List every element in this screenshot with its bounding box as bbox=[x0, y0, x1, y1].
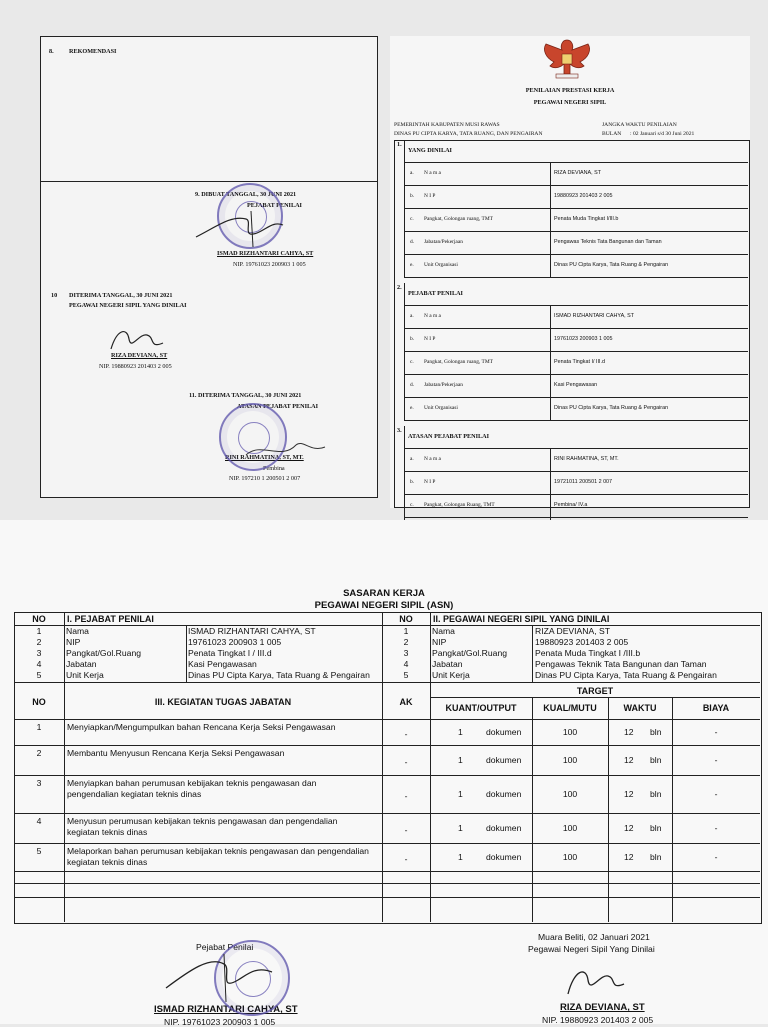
divider bbox=[404, 185, 748, 186]
row-value: 19721011 200501 2 007 bbox=[554, 479, 613, 485]
task-unit: dokumen bbox=[486, 852, 522, 862]
pejabat-penilai-label: PEJABAT PENILAI bbox=[247, 202, 302, 209]
col-biaya: BIAYA bbox=[702, 703, 730, 713]
task-ak: - bbox=[404, 757, 408, 767]
group-title: YANG DINILAI bbox=[408, 147, 452, 154]
atasan-rank: Pembina bbox=[263, 465, 285, 472]
task-description: Menyusun perumusan kebijakan teknis pengawasan dan pengendalian bbox=[67, 816, 338, 826]
task-quantity: 1 bbox=[458, 727, 463, 737]
row-number: 5 bbox=[36, 670, 42, 680]
row-key: d. bbox=[410, 239, 415, 245]
place-date: Muara Beliti, 02 Januari 2021 bbox=[538, 932, 650, 942]
task-ak: - bbox=[404, 729, 408, 739]
task-cost: - bbox=[714, 852, 718, 862]
task-number: 3 bbox=[36, 778, 42, 788]
task-quality: 100 bbox=[562, 789, 578, 799]
col-no: NO bbox=[32, 697, 46, 707]
task-time: 12 bbox=[624, 727, 634, 737]
row-label: Unit Organisasi bbox=[424, 405, 458, 411]
section-number: 10 bbox=[51, 292, 58, 299]
field-value: Dinas PU Cipta Karya, Tata Ruang & Pengairan bbox=[188, 670, 370, 680]
row-key: e. bbox=[410, 262, 414, 268]
periode-value: : 02 Januari s/d 30 Juni 2021 bbox=[630, 131, 695, 137]
row-number: 1 bbox=[36, 626, 42, 636]
task-ak: - bbox=[404, 825, 408, 835]
row-key: b. bbox=[410, 479, 415, 485]
task-number: 5 bbox=[36, 846, 42, 856]
divider bbox=[672, 697, 673, 922]
field-value: RIZA DEVIANA, ST bbox=[535, 626, 610, 636]
row-label: N a m a bbox=[424, 170, 441, 176]
group-number: 3. bbox=[397, 427, 402, 434]
divider bbox=[14, 745, 760, 746]
divider bbox=[186, 626, 187, 682]
row-label: N I P bbox=[424, 336, 436, 342]
row-key: a. bbox=[410, 170, 414, 176]
row-value: RINI RAHMATINA, ST, MT. bbox=[554, 456, 619, 462]
dinilai-nip: NIP. 19880923 201403 2 005 bbox=[99, 363, 172, 370]
row-value: Dinas PU Cipta Karya, Tata Ruang & Pengairan bbox=[554, 405, 669, 411]
col-kuant: KUANT/OUTPUT bbox=[445, 703, 517, 713]
diterima-tanggal-atasan: 11. DITERIMA TANGGAL, 30 JUNI 2021 bbox=[189, 392, 302, 399]
divider bbox=[404, 305, 748, 306]
task-time-unit: bln bbox=[650, 852, 662, 862]
field-value: Pengawas Teknik Tata Bangunan dan Taman bbox=[535, 659, 707, 669]
row-value: Kasi Pengawasan bbox=[554, 382, 598, 388]
sasaran-kerja-page bbox=[0, 520, 768, 1027]
divider bbox=[404, 277, 748, 278]
row-number: 5 bbox=[403, 670, 409, 680]
divider bbox=[14, 871, 760, 872]
row-number: 4 bbox=[403, 659, 409, 669]
section-number: 8. bbox=[49, 48, 54, 55]
divider bbox=[404, 140, 405, 277]
row-label: Pangkat, Golongan ruang, TMT bbox=[424, 359, 493, 365]
task-description: kegiatan teknis dinas bbox=[67, 827, 148, 837]
field-value: 19761023 200903 1 005 bbox=[188, 637, 282, 647]
task-description: pengendalian kegiatan teknis dinas bbox=[67, 789, 202, 799]
bulan-label: BULAN bbox=[602, 131, 622, 137]
row-label: N I P bbox=[424, 479, 436, 485]
row-label: Pangkat, Golongan ruang, TMT bbox=[424, 216, 493, 222]
field-label: Unit Kerja bbox=[432, 670, 470, 680]
task-number: 4 bbox=[36, 816, 42, 826]
task-number: 2 bbox=[36, 748, 42, 758]
task-cost: - bbox=[714, 823, 718, 833]
row-label: N I P bbox=[424, 193, 436, 199]
row-value: 19761023 200903 1 005 bbox=[554, 336, 613, 342]
divider bbox=[41, 181, 377, 182]
field-label: Unit Kerja bbox=[66, 670, 104, 680]
field-value: Dinas PU Cipta Karya, Tata Ruang & Pengairan bbox=[535, 670, 717, 680]
field-label: Nama bbox=[66, 626, 89, 636]
group-number: 1. bbox=[397, 141, 402, 148]
task-unit: dokumen bbox=[486, 727, 522, 737]
field-label: Jabatan bbox=[432, 659, 463, 669]
row-number: 2 bbox=[403, 637, 409, 647]
row-key: a. bbox=[410, 456, 414, 462]
left-signatory-name: ISMAD RIZHANTARI CAHYA, ST bbox=[154, 1004, 298, 1015]
task-time-unit: bln bbox=[650, 727, 662, 737]
row-number: 4 bbox=[36, 659, 42, 669]
row-label: N a m a bbox=[424, 313, 441, 319]
signature-icon bbox=[241, 431, 331, 467]
task-cost: - bbox=[714, 789, 718, 799]
task-quality: 100 bbox=[562, 727, 578, 737]
row-value: Penata Tingkat I/ III.d bbox=[554, 359, 605, 365]
field-label: Pangkat/Gol.Ruang bbox=[66, 648, 142, 658]
signature-icon bbox=[560, 960, 630, 1004]
atasan-nip: NIP. 197210 1 200501 2 007 bbox=[229, 475, 301, 482]
row-key: c. bbox=[410, 216, 414, 222]
divider bbox=[404, 420, 748, 421]
task-number: 1 bbox=[36, 722, 42, 732]
pns-dinilai-label: Pegawai Negeri Sipil Yang Dinilai bbox=[528, 944, 655, 954]
task-time-unit: bln bbox=[650, 823, 662, 833]
atasan-label: ATASAN PEJABAT PENILAI bbox=[237, 403, 319, 410]
form-subtitle: PEGAWAI NEGERI SIPIL bbox=[533, 99, 607, 106]
col-ak: AK bbox=[399, 697, 413, 707]
rekomendasi-heading: REKOMENDASI bbox=[69, 48, 117, 55]
jangka-waktu-label: JANGKA WAKTU PENILAIAN bbox=[602, 122, 677, 128]
pejabat-penilai-label: Pejabat Penilai bbox=[196, 942, 254, 952]
task-description: Melaporkan bahan perumusan kebijakan teknis pengawasan dan pengendalian bbox=[67, 846, 369, 856]
pemerintah-label: PEMERINTAH KABUPATEN MUSI RAWAS bbox=[394, 122, 500, 128]
divider bbox=[404, 208, 748, 209]
task-description: Menyiapkan/Mengumpulkan bahan Rencana Kerja Seksi Pengawasan bbox=[67, 722, 336, 732]
row-number: 1 bbox=[403, 626, 409, 636]
row-value: Penata Muda Tingkat I/III.b bbox=[554, 216, 619, 222]
task-quantity: 1 bbox=[458, 755, 463, 765]
row-label: Pangkat, Golongan Ruang, TMT bbox=[424, 502, 495, 508]
garuda-emblem-icon bbox=[540, 36, 594, 80]
field-label: NIP bbox=[432, 637, 447, 647]
signature-icon bbox=[160, 950, 280, 1006]
divider bbox=[14, 813, 760, 814]
task-quantity: 1 bbox=[458, 789, 463, 799]
row-key: e. bbox=[410, 405, 414, 411]
row-key: d. bbox=[410, 382, 415, 388]
right-signatory-name: RIZA DEVIANA, ST bbox=[560, 1002, 645, 1013]
row-value: ISMAD RIZHANTARI CAHYA, ST bbox=[554, 313, 635, 319]
field-value: Penata Muda Tingkat I /III.b bbox=[535, 648, 641, 658]
col-kual: KUAL/MUTU bbox=[543, 703, 597, 713]
task-cost: - bbox=[714, 755, 718, 765]
field-label: Nama bbox=[432, 626, 455, 636]
divider bbox=[404, 471, 748, 472]
task-ak: - bbox=[404, 791, 408, 801]
divider bbox=[404, 254, 748, 255]
task-time: 12 bbox=[624, 823, 634, 833]
task-time-unit: bln bbox=[650, 755, 662, 765]
row-value: RIZA DEVIANA, ST bbox=[554, 170, 602, 176]
field-label: NIP bbox=[66, 637, 81, 647]
col-no: NO bbox=[32, 614, 46, 624]
row-key: b. bbox=[410, 336, 415, 342]
row-key: a. bbox=[410, 313, 414, 319]
divider bbox=[404, 448, 748, 449]
divider bbox=[14, 843, 760, 844]
divider bbox=[404, 283, 405, 420]
divider bbox=[608, 697, 609, 922]
task-time-unit: bln bbox=[650, 789, 662, 799]
divider bbox=[430, 697, 760, 698]
divider bbox=[14, 682, 760, 683]
row-key: b. bbox=[410, 193, 415, 199]
task-quality: 100 bbox=[562, 755, 578, 765]
section-pns-dinilai: II. PEGAWAI NEGERI SIPIL YANG DINILAI bbox=[433, 614, 610, 624]
row-value: Dinas PU Cipta Karya, Tata Ruang & Pengairan bbox=[554, 262, 669, 268]
row-label: Jabatan/Pekerjaan bbox=[424, 382, 463, 388]
row-key: c. bbox=[410, 502, 414, 508]
divider bbox=[404, 494, 748, 495]
row-number: 3 bbox=[36, 648, 42, 658]
divider bbox=[14, 719, 760, 720]
task-unit: dokumen bbox=[486, 823, 522, 833]
col-target: TARGET bbox=[576, 686, 614, 696]
group-title: PEJABAT PENILAI bbox=[408, 290, 463, 297]
divider bbox=[550, 305, 551, 420]
row-value: 19880923 201403 2 005 bbox=[554, 193, 613, 199]
row-label: Jabatan/Pekerjaan bbox=[424, 239, 463, 245]
divider bbox=[404, 162, 748, 163]
divider bbox=[404, 374, 748, 375]
task-quantity: 1 bbox=[458, 823, 463, 833]
form-page-left bbox=[40, 36, 378, 498]
divider bbox=[404, 517, 748, 518]
sasaran-title: SASARAN KERJA bbox=[343, 588, 425, 599]
field-value: ISMAD RIZHANTARI CAHYA, ST bbox=[188, 626, 316, 636]
field-value: Kasi Pengawasan bbox=[188, 659, 257, 669]
form-page-right bbox=[390, 36, 750, 508]
atasan-name: RINI RAHMATINA, ST, MT. bbox=[225, 454, 304, 461]
divider bbox=[532, 697, 533, 922]
task-description: Membantu Menyusun Rencana Kerja Seksi Pengawasan bbox=[67, 748, 285, 758]
col-kegiatan: III. KEGIATAN TUGAS JABATAN bbox=[154, 697, 292, 707]
field-value: 19880923 201403 2 005 bbox=[535, 637, 629, 647]
task-time: 12 bbox=[624, 789, 634, 799]
field-label: Jabatan bbox=[66, 659, 97, 669]
task-time: 12 bbox=[624, 755, 634, 765]
form-title: PENILAIAN PRESTASI KERJA bbox=[525, 87, 615, 94]
col-waktu: WAKTU bbox=[623, 703, 657, 713]
task-cost: - bbox=[714, 727, 718, 737]
divider bbox=[14, 897, 760, 898]
pns-dinilai-label: PEGAWAI NEGERI SIPIL YANG DINILAI bbox=[69, 302, 187, 309]
signature-icon bbox=[191, 207, 291, 252]
divider bbox=[532, 626, 533, 682]
section-pejabat-penilai: I. PEJABAT PENILAI bbox=[67, 614, 154, 624]
signature-icon bbox=[103, 323, 173, 359]
task-description: kegiatan teknis dinas bbox=[67, 857, 148, 867]
penilai-name: ISMAD RIZHANTARI CAHYA, ST bbox=[217, 250, 314, 257]
diterima-tanggal: DITERIMA TANGGAL, 30 JUNI 2021 bbox=[69, 292, 173, 299]
group-title: ATASAN PEJABAT PENILAI bbox=[408, 433, 490, 440]
row-number: 3 bbox=[403, 648, 409, 658]
task-ak: - bbox=[404, 854, 408, 864]
task-quality: 100 bbox=[562, 852, 578, 862]
left-signatory-nip: NIP. 19761023 200903 1 005 bbox=[164, 1017, 276, 1027]
row-label: Unit Organisasi bbox=[424, 262, 458, 268]
divider bbox=[14, 775, 760, 776]
dinas-label: DINAS PU CIPTA KARYA, TATA RUANG, DAN PENGAIRAN bbox=[394, 131, 543, 137]
divider bbox=[404, 231, 748, 232]
row-key: c. bbox=[410, 359, 414, 365]
row-value: Pengawas Teknis Tata Bangunan dan Taman bbox=[554, 239, 662, 245]
penilai-nip: NIP. 19761023 200903 1 005 bbox=[233, 261, 306, 268]
dibuat-tanggal: 9. DIBUAT TANGGAL, 30 JUNI 2021 bbox=[195, 191, 297, 198]
col-no: NO bbox=[399, 614, 413, 624]
task-unit: dokumen bbox=[486, 755, 522, 765]
field-value: Penata Tingkat I / III.d bbox=[188, 648, 272, 658]
task-description: Menyiapkan bahan perumusan kebijakan teknis pengawasan dan bbox=[67, 778, 317, 788]
divider bbox=[404, 351, 748, 352]
row-label: N a m a bbox=[424, 456, 441, 462]
divider bbox=[14, 883, 760, 884]
divider bbox=[64, 612, 65, 922]
divider bbox=[404, 397, 748, 398]
group-number: 2. bbox=[397, 284, 402, 291]
task-quantity: 1 bbox=[458, 852, 463, 862]
row-value: Pembina/ IV.a bbox=[554, 502, 588, 508]
divider bbox=[550, 162, 551, 277]
field-label: Pangkat/Gol.Ruang bbox=[432, 648, 508, 658]
task-quality: 100 bbox=[562, 823, 578, 833]
right-signatory-nip: NIP. 19880923 201403 2 005 bbox=[542, 1015, 654, 1025]
divider bbox=[382, 612, 383, 922]
divider bbox=[430, 612, 431, 922]
row-number: 2 bbox=[36, 637, 42, 647]
task-unit: dokumen bbox=[486, 789, 522, 799]
sasaran-subtitle: PEGAWAI NEGERI SIPIL (ASN) bbox=[314, 600, 454, 611]
dinilai-name: RIZA DEVIANA, ST bbox=[111, 352, 168, 359]
task-time: 12 bbox=[624, 852, 634, 862]
divider bbox=[404, 328, 748, 329]
